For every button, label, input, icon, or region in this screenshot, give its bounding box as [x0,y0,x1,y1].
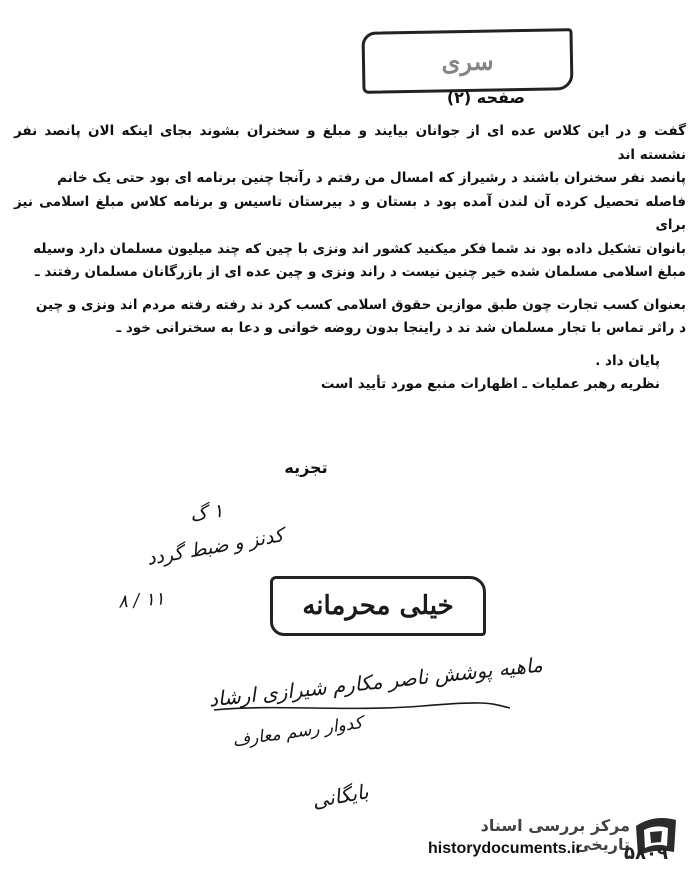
handwritten-underline [212,700,512,714]
stamp-top-text: سری [441,46,494,76]
watermark-url: historydocuments.ir [428,840,582,857]
body-line: گفت و در این کلاس عده ای از جوانان بیایند و مبلغ و سخنران بشوند بجای اینکه الان پانصد نفر نشسته اند [14,123,686,163]
classification-stamp-top [361,28,573,94]
handwritten-note-1: ۱ گ [188,499,225,527]
handwritten-note-4: ماهیه پوشش ناصر مکارم شیرازی ارشاد [207,652,544,712]
handwritten-date: ۱۱ / ۸ [117,588,166,613]
body-line: د راثر تماس با تجار مسلمان شد ند د راینجا بدون روضه خوانی و دعا به سخنرانی خود ـ [116,320,686,336]
handwritten-note-5: کدوار رسم معارف [231,712,364,752]
body-line: بعنوان کسب تجارت چون طبق موازین حقوق اسلامی کسب کرد ند رفته رفته مردم اند ونزی و چین [35,296,686,313]
body-line: مبلغ اسلامی مسلمان شده خیر چنین نیست د راند ونزی و چین عده ای از بازرگانان مسلمان رفتند ـ [35,264,686,280]
confidential-stamp [270,576,486,636]
handwritten-note-2: کدنز و ضبط گردد [145,524,286,570]
page-number-label: صفحه (٢) [446,88,525,107]
body-line: فاصله تحصیل کرده آن لندن آمده بود د بستان و د بیرستان تاسیس و برنامه کلاس مبلغ اسلامی نیز برای [14,193,686,233]
body-line: پانصد نفر سخنران باشند د رشیراز که امسال من رفتم د رآنجا چنین برنامه ای بود حتی یک خانم [57,170,686,186]
body-line: بانوان تشکیل داده بود ند شما فکر میکنید کشور اند ونزی با چین که چند میلیون مسلمان دارد وسیله [33,240,686,257]
confidential-stamp-text: خیلی محرمانه [302,591,454,621]
watermark-title: مرکز بررسی اسناد تاریخی [480,816,630,854]
document-body [14,120,686,397]
analysis-heading: تجزیه [284,458,328,477]
handwritten-archive-note: بایگانی [310,779,371,813]
document-number: ۵۸۰۹ [624,843,668,864]
operations-leader-note: نظریه رهبر عملیات ـ اظهارات منبع مورد تأیید است [320,376,660,392]
body-line: پایان داد . [595,352,660,369]
